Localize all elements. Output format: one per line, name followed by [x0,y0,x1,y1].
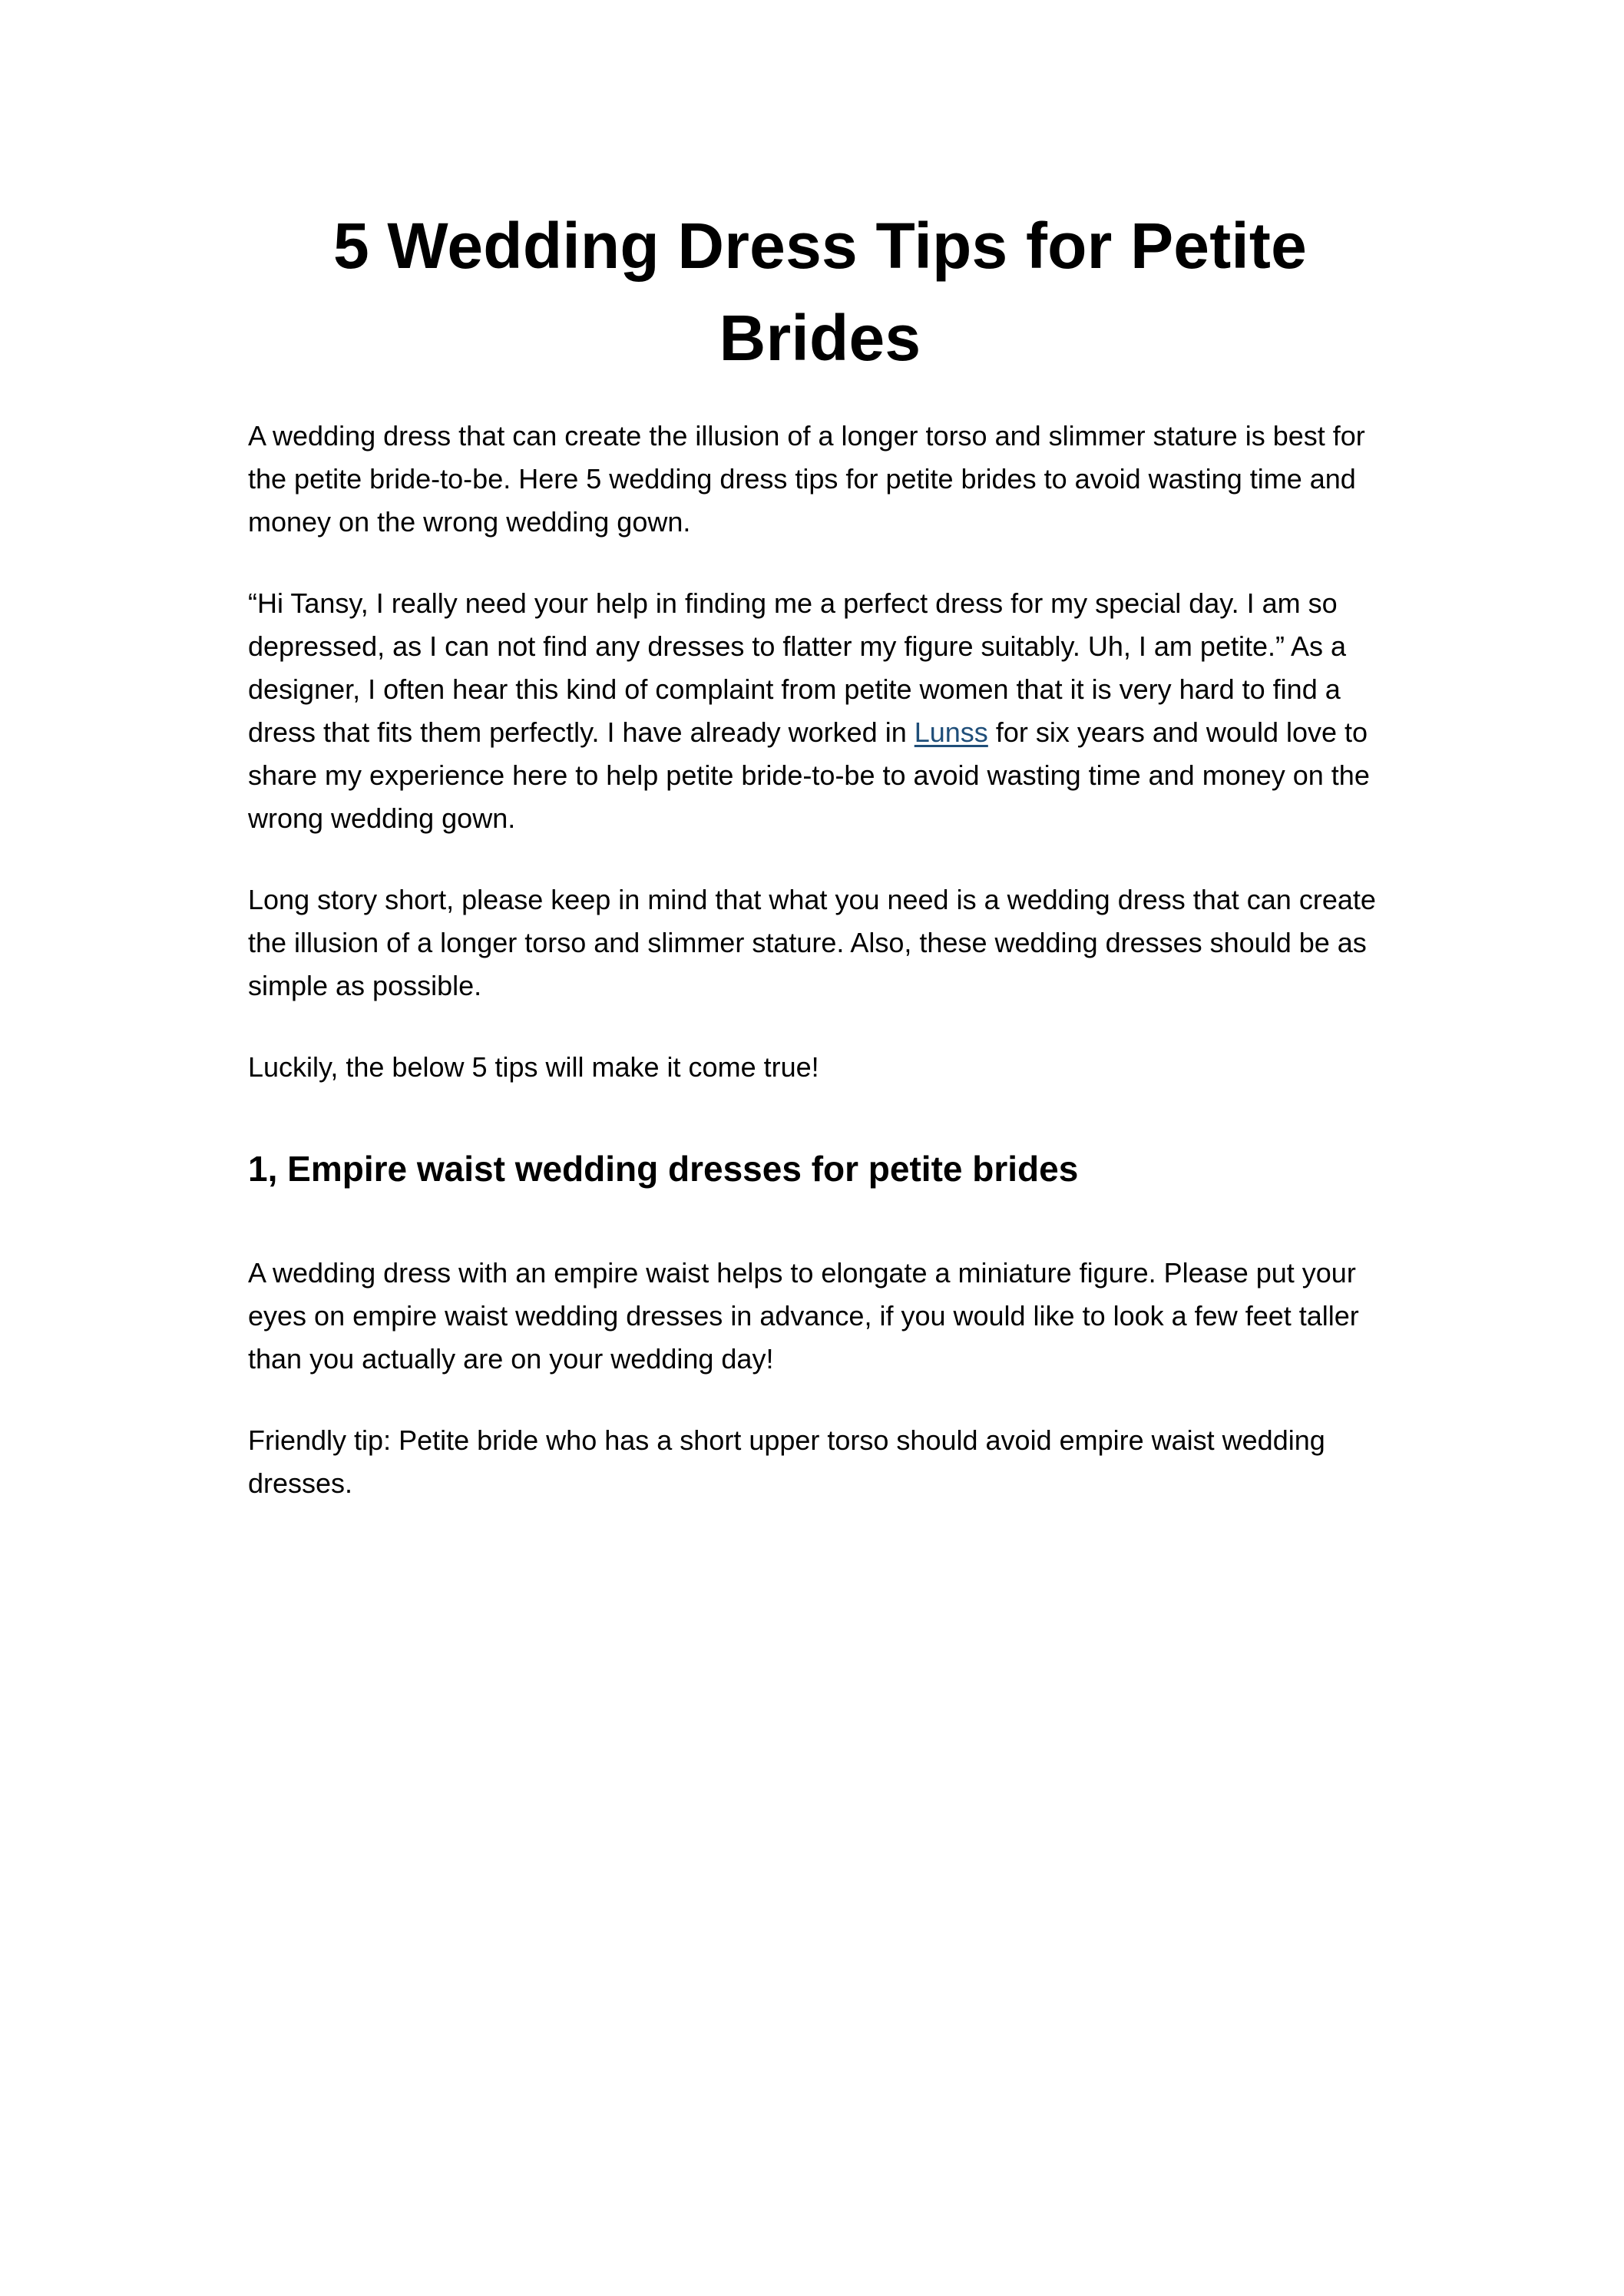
document-content [248,200,1392,1505]
quote-text-before-link: “Hi Tansy, I really need your help in finding me a perfect dress for my special day. I am so depressed, as I can not find any dresses to flatter my figure suitably. Uh, I am petite.” As a designer, I often hear this kind of complaint from petite women that it is very hard to find a dress that fits them perfectly. I have already worked in [248,587,1347,748]
page-title: 5 Wedding Dress Tips for Petite Brides [332,210,1308,374]
quote-text-after-link: for six years and would love to share my experience here to help petite bride-to-be to avoid wasting time and money on the wrong wedding gown. [248,716,1370,834]
luckily-paragraph: Luckily, the below 5 tips will make it come true! [248,1051,819,1083]
section-1-heading: 1, Empire waist wedding dresses for petite brides [248,1149,1079,1189]
section-1-tip: Friendly tip: Petite bride who has a short upper torso should avoid empire waist wedding dresses. [248,1424,1325,1499]
summary-paragraph: Long story short, please keep in mind that what you need is a wedding dress that can create the illusion of a longer torso and slimmer stature. Also, these wedding dresses should be as simple as possible. [248,884,1376,1001]
quote-paragraph [248,582,1392,840]
section-1-body: A wedding dress with an empire waist helps to elongate a miniature figure. Please put your eyes on empire waist wedding dresses in advance, if you would like to look a few feet taller than you actually are on your wedding day! [248,1257,1359,1375]
lunss-link[interactable]: Lunss [914,716,988,748]
intro-paragraph: A wedding dress that can create the illusion of a longer torso and slimmer stature is best for the petite bride-to-be. Here 5 wedding dress tips for petite brides to avoid wasting time and money on the wrong wedding gown. [248,420,1365,538]
